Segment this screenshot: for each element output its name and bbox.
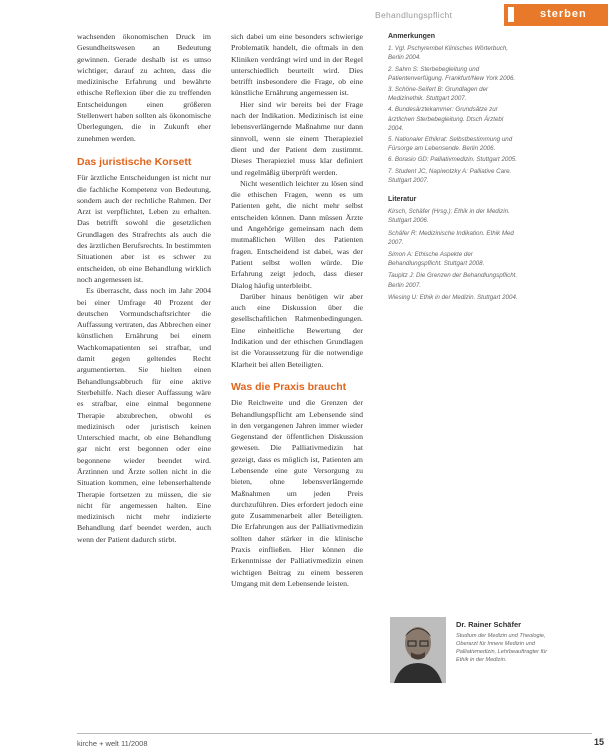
paragraph: Die Reichweite und die Grenzen der Behandlungspflicht am Lebensende sind in den vergangenen Jahren immer wieder Gegenstand der öffentlichen Diskussion gewesen. Die Palliativmedizin hat gezeigt, dass es möglich ist, Patienten am Lebensende eine gute Versorgung zu bieten, ohne lebensverlängernde Maßnahmen um jeden Preis durchzuführen. Dies erfordert jedoch eine gute Zusammenarbeit aller Beteiligten. Die Erfahrungen aus der Palliativmedizin sollten daher stärker in die klinische Praxis einfließen. Hier können die Erkenntnisse der Palliativmedizin einen wichtigen Beitrag zu einem besseren Umgang mit dem Lebensende leisten.	[231, 398, 363, 588]
literature-item: Schäfer R: Medizinische Indikation. Ethik Med 2007.	[388, 229, 514, 246]
tab-label: sterben	[540, 8, 587, 20]
notes-title: Anmerkungen	[388, 33, 436, 40]
paragraph: Nicht wesentlich leichter zu lösen sind die ethischen Fragen, wenn es um Patienten geht, die nicht mehr selbst entscheiden können. Dann müssen Ärzte und Angehörige gemeinsam nach dem mutmaßlichen Willen des Patienten fragen. Entscheidend ist dabei, was der Patient selbst wollen würde. Die Erfahrung zeigt jedoch, dass dieser Dialog häufig unterbleibt.	[231, 178, 363, 290]
note-item: 6. Borasio GD: Palliativmedizin. Stuttgart 2005.	[388, 156, 517, 164]
literature-title: Literatur	[388, 196, 417, 204]
note-item: 7. Student JC, Napiwotzky A: Palliative Care. Stuttgart 2007.	[388, 167, 512, 184]
literature-item: Kirsch, Schäfer (Hrsg.): Ethik in der Medizin. Stuttgart 2006.	[388, 208, 510, 225]
note-item: 3. Schöne-Seifert B: Grundlagen der Medizinethik. Stuttgart 2007.	[388, 86, 489, 103]
text-column-2	[231, 31, 363, 589]
footer-publication: kirche + welt 11/2008	[77, 739, 148, 748]
sidebar-notes	[388, 32, 518, 305]
author-bio: Studium der Medizin und Theologie, Oberarzt für Innere Medizin und Palliativmedizin, Lehrbeauftragter für Ethik in der Medizin.	[456, 633, 548, 663]
author-name: Dr. Rainer Schäfer	[456, 620, 522, 629]
tab-mark	[508, 7, 514, 22]
literature-item: Wiesing U: Ethik in der Medizin. Stuttgart 2004.	[388, 293, 518, 301]
note-item: 2. Sahm S: Sterbebegleitung und Patientenverfügung. Frankfurt/New York 2006.	[388, 65, 516, 82]
paragraph: Hier sind wir bereits bei der Frage nach der Indikation. Medizinisch ist eine lebensverlängernde Maßnahme nur dann sinnvoll, wenn sie einem Therapieziel dient und der Patient dem zustimmt. Dieses Therapieziel muss klar definiert und regelmäßig überprüft werden.	[231, 99, 363, 177]
literature	[388, 195, 518, 302]
text-column-1	[77, 31, 211, 545]
paragraph: Es überrascht, dass noch im Jahr 2004 bei einer Umfrage 40 Prozent der deutschen Vormundschaftsrichter die Auffassung vertraten, das Abbrechen einer künstlichen Ernährung bei einem Wachkomapatienten sei strafbar, und damit gegen geltendes Recht argumentierten. Sie hielten einen Behandlungsabbruch für eine aktive Sterbehilfe. Nach dieser Auffassung wäre es strafbar, eine einmal begonnene Therapie abzubrechen, obwohl es medizinisch oder juristisch keinen Unterschied macht, ob eine Behandlung gar nicht erst begonnen oder eine begonnene wieder beendet wird. Ärztinnen und Ärzte sollen nicht in die Situation kommen, eine lebenserhaltende Therapie fortsetzen zu müssen, die sie nicht für angemessen halten. Eine medizinisch nicht mehr indizierte Behandlung darf beendet werden, auch wenn der Patient dadurch stirbt.	[77, 286, 211, 544]
paragraph: Darüber hinaus benötigen wir aber auch eine Diskussion über die gesellschaftlichen Rahmenbedingungen. Eine einheitliche Bewertung der Indikation und der ethischen Grundlagen ist die Voraussetzung für die notwendige Klarheit bei allen Beteiligten.	[231, 291, 363, 369]
subheading: Was die Praxis braucht	[231, 380, 347, 393]
footer-rule	[77, 733, 592, 734]
notes-list	[388, 44, 518, 185]
section-tab	[504, 4, 608, 26]
note-item: 1. Vgl. Pschyrembel Klinisches Wörterbuch, Berlin 2004.	[388, 45, 509, 62]
literature-item: Taupitz J: Die Grenzen der Behandlungspflicht. Berlin 2007.	[388, 272, 518, 289]
paragraph: sich dabei um eine besonders schwierige Problematik handelt, die oftmals in den Kliniken verdrängt wird und in der Regel unterschiedlich beurteilt wird. Dies betrifft insbesondere die Frage, ob eine künstliche Ernährung angemessen ist.	[231, 32, 363, 98]
paragraph: wachsenden ökonomischen Druck im Gesundheitswesen an Bedeutung gewinnen. Gerade deshalb ist es umso wichtiger, darauf zu achten, dass die medizinische Erfahrung und bewährte ethische Reflexion über die zu treffenden Entscheidungen einen größeren Stellenwert haben sollten als ökonomische Überlegungen, die in Zukunft eher zunehmen werden.	[77, 32, 211, 143]
literature-item: Simon A: Ethische Aspekte der Behandlungspflicht. Stuttgart 2008.	[388, 251, 485, 268]
section-header: Behandlungspflicht	[375, 10, 453, 20]
paragraph: Für ärztliche Entscheidungen ist nicht nur die fachliche Kompetenz von Bedeutung, sondern auch der rechtliche Rahmen. Der Arzt ist verpflichtet, Leben zu erhalten. Das betrifft sowohl die gesetzlichen Grundlagen des Strafrechts als auch die des ärztlichen Berufsrechts. In bestimmten Situationen aber ist es schwer zu entscheiden, ob eine Behandlung wirklich noch angemessen ist.	[77, 173, 211, 284]
subheading: Das juristische Korsett	[77, 155, 192, 168]
note-item: 4. Bundesärztekammer: Grundsätze zur ärztlichen Sterbebegleitung. Dtsch Ärztebl 2004.	[388, 106, 504, 132]
page-number: 15	[594, 737, 605, 747]
author-photo	[390, 617, 446, 683]
note-item: 5. Nationaler Ethikrat: Selbstbestimmung und Fürsorge am Lebensende. Berlin 2006.	[388, 136, 513, 153]
